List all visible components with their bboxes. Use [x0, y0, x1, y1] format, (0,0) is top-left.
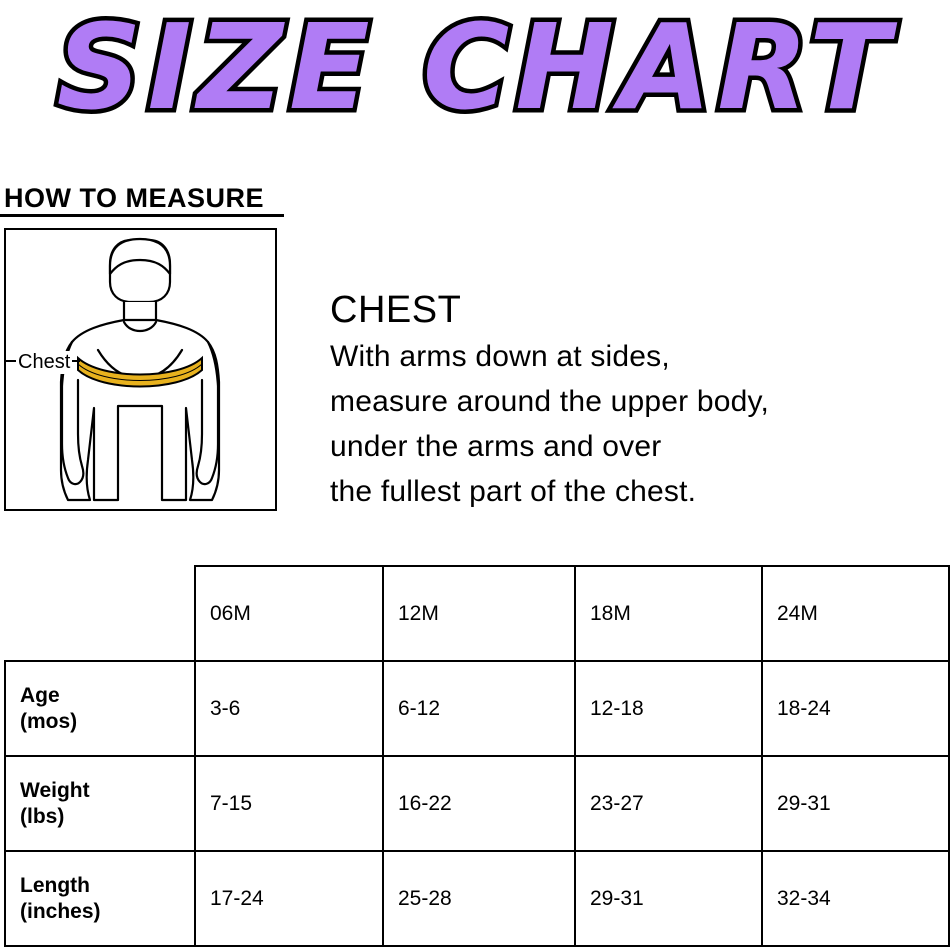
- cell-weight-18m: 23-27: [575, 756, 762, 851]
- row-header-age: [5, 661, 195, 756]
- cell-weight-06m: 7-15: [195, 756, 383, 851]
- column-header-12m: 12M: [383, 566, 575, 661]
- cell-weight-24m: 29-31: [762, 756, 949, 851]
- cell-length-18m: 29-31: [575, 851, 762, 946]
- size-chart-title-graphic: [0, 0, 952, 152]
- cell-age-06m: 3-6: [195, 661, 383, 756]
- row-header-age-line2: (mos): [20, 709, 78, 733]
- row-header-age-line1: Age: [20, 683, 60, 707]
- row-header-length: [5, 851, 195, 946]
- cell-length-12m: 25-28: [383, 851, 575, 946]
- cell-length-24m: 32-34: [762, 851, 949, 946]
- chest-description-heading: CHEST: [330, 289, 462, 331]
- cell-age-24m: 18-24: [762, 661, 949, 756]
- page-title: [0, 0, 952, 152]
- how-to-measure-heading: HOW TO MEASURE: [4, 183, 265, 213]
- chest-description: [330, 288, 940, 514]
- size-chart-table: [4, 565, 950, 947]
- row-header-length-line1: Length: [20, 873, 90, 897]
- table-header-row: [5, 566, 949, 661]
- how-to-measure-underline: [0, 214, 284, 217]
- column-header-06m: 06M: [195, 566, 383, 661]
- chest-description-line-1: With arms down at sides,: [330, 340, 670, 373]
- column-header-24m: 24M: [762, 566, 949, 661]
- cell-age-12m: 6-12: [383, 661, 575, 756]
- column-header-18m: 18M: [575, 566, 762, 661]
- chest-description-body: [330, 334, 940, 514]
- row-header-length-line2: (inches): [20, 899, 101, 923]
- table-row: [5, 661, 949, 756]
- chest-description-line-2: measure around the upper body,: [330, 385, 770, 418]
- cell-length-06m: 17-24: [195, 851, 383, 946]
- cell-weight-12m: 16-22: [383, 756, 575, 851]
- chest-description-line-3: under the arms and over: [330, 430, 662, 463]
- title-text: SIZE CHART: [56, 0, 896, 136]
- table-row: [5, 851, 949, 946]
- chest-label: Chest: [18, 351, 71, 373]
- table-row: [5, 756, 949, 851]
- row-header-weight-line2: (lbs): [20, 804, 65, 828]
- row-header-weight-line1: Weight: [20, 778, 90, 802]
- row-header-weight: [5, 756, 195, 851]
- table-corner-cell: [5, 566, 195, 661]
- chest-description-line-4: the fullest part of the chest.: [330, 475, 697, 508]
- cell-age-18m: 12-18: [575, 661, 762, 756]
